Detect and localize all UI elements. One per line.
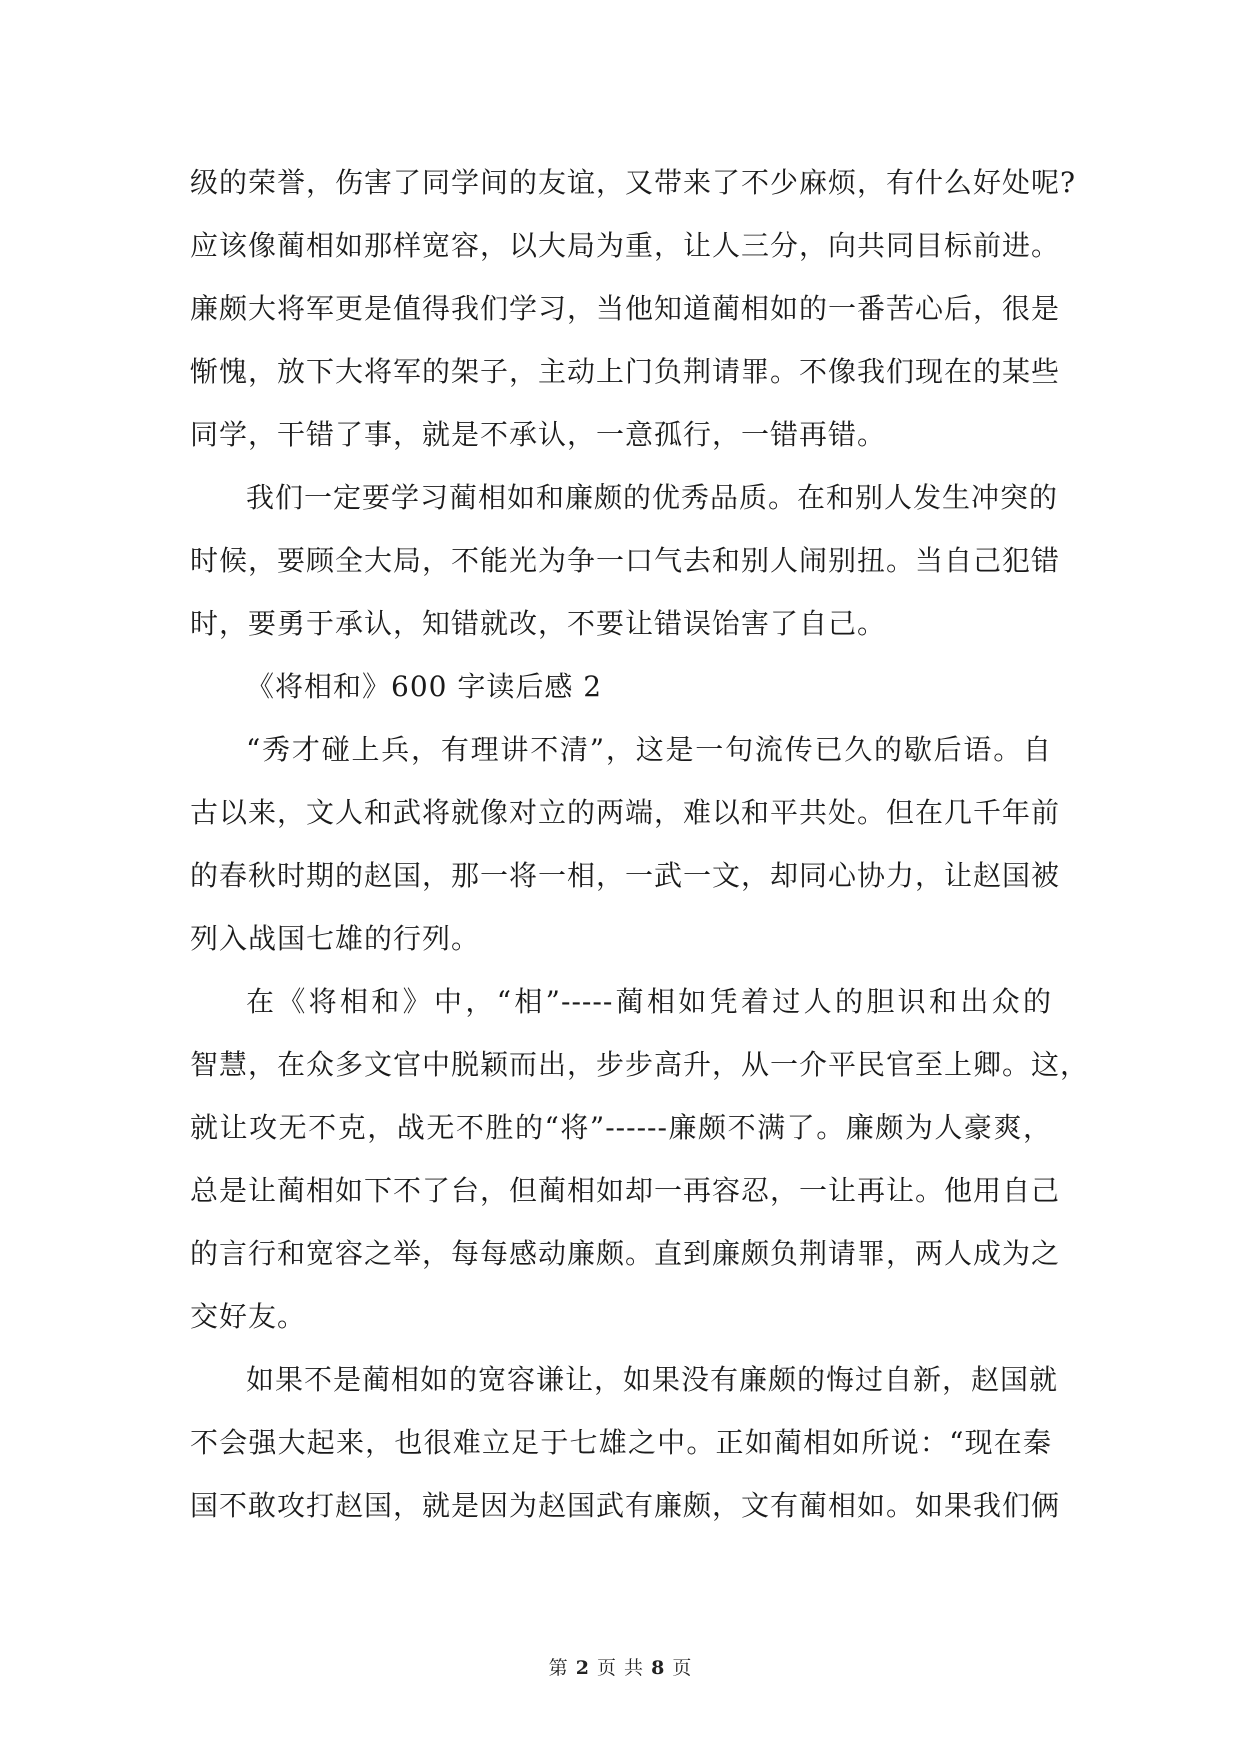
text-line: 时候，要顾全大局，不能光为争一口气去和别人闹别扭。当自己犯错	[190, 544, 1061, 577]
text-line: 列入战国七雄的行列。	[190, 922, 481, 955]
text-line: 惭愧，放下大将军的架子，主动上门负荆请罪。不像我们现在的某些	[190, 355, 1061, 388]
text-line: 交好友。	[190, 1300, 307, 1333]
paragraph-first-line: 在《将相和》中，“相”-----蔺相如凭着过人的胆识和出众的	[246, 985, 1052, 1018]
text-line: 就让攻无不克，战无不胜的“将”------廉颇不满了。廉颇为人豪爽，	[190, 1111, 1052, 1144]
text-line: 廉颇大将军更是值得我们学习，当他知道蔺相如的一番苦心后，很是	[190, 292, 1061, 325]
paragraph-first-line: “秀才碰上兵，有理讲不清”，这是一句流传已久的歇后语。自	[246, 733, 1052, 766]
footer-suffix: 页	[672, 1657, 693, 1679]
text-line: 同学，干错了事，就是不承认，一意孤行，一错再错。	[190, 418, 887, 451]
text-line: 国不敢攻打赵国，就是因为赵国武有廉颇，文有蔺相如。如果我们俩	[190, 1489, 1061, 1522]
text-line: 应该像蔺相如那样宽容，以大局为重，让人三分，向共同目标前进。	[190, 229, 1061, 262]
text-line: 级的荣誉，伤害了同学间的友谊，又带来了不少麻烦，有什么好处呢?	[190, 166, 1077, 199]
text-line: 的言行和宽容之举，每每感动廉颇。直到廉颇负荆请罪，两人成为之	[190, 1237, 1061, 1270]
text-line: 智慧，在众多文官中脱颖而出，步步高升，从一介平民官至上卿。这，	[190, 1048, 1090, 1081]
paragraph-first-line: 如果不是蔺相如的宽容谦让，如果没有廉颇的悔过自新，赵国就	[246, 1363, 1059, 1396]
text-line: 的春秋时期的赵国，那一将一相，一武一文，却同心协力，让赵国被	[190, 859, 1061, 892]
text-line: 不会强大起来，也很难立足于七雄之中。正如蔺相如所说：“现在秦	[190, 1426, 1052, 1459]
text-line: 时，要勇于承认，知错就改，不要让错误饴害了自己。	[190, 607, 887, 640]
footer-middle: 页 共	[596, 1657, 645, 1679]
page-footer	[0, 1656, 1241, 1680]
text-line: 总是让蔺相如下不了台，但蔺相如却一再容忍，一让再让。他用自己	[190, 1174, 1061, 1207]
section-heading: 《将相和》600 字读后感 2	[246, 670, 603, 703]
text-line: 古以来，文人和武将就像对立的两端，难以和平共处。但在几千年前	[190, 796, 1061, 829]
current-page-number: 2	[575, 1657, 590, 1679]
total-page-number: 8	[651, 1657, 666, 1679]
footer-prefix: 第	[548, 1657, 569, 1679]
paragraph-first-line: 我们一定要学习蔺相如和廉颇的优秀品质。在和别人发生冲突的	[246, 481, 1059, 514]
